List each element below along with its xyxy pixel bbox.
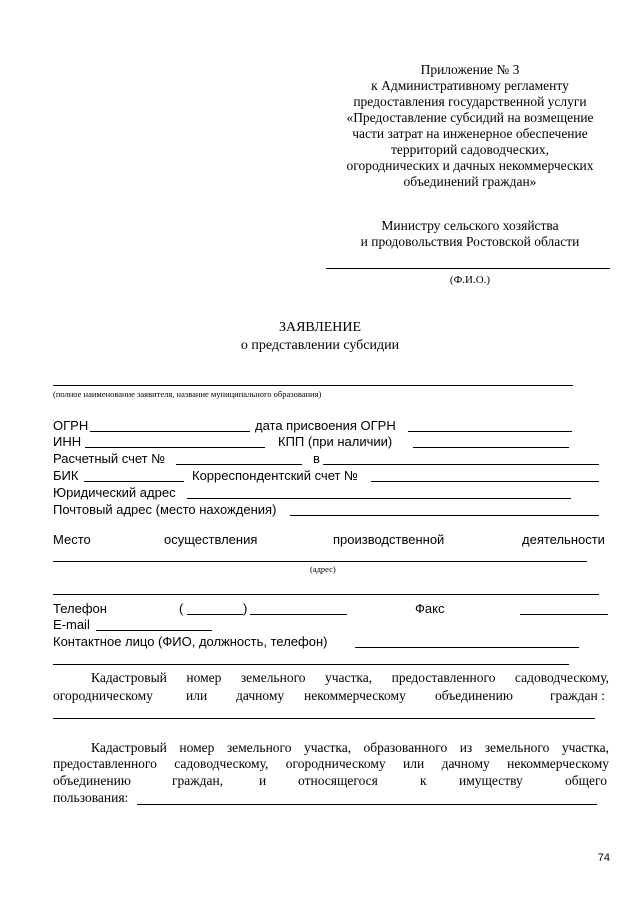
header-line: к Административному регламенту — [371, 78, 569, 93]
cadastral-2-word: граждан, — [172, 773, 224, 788]
bank-label: в — [313, 451, 320, 466]
header-line: части затрат на инженерное обеспечение — [352, 126, 588, 141]
address-caption: (адрес) — [310, 564, 336, 574]
phone-open-paren: ( — [179, 601, 184, 616]
document-subtitle: о представлении субсидии — [240, 338, 400, 353]
account-field[interactable] — [176, 464, 302, 465]
email-field[interactable] — [96, 630, 212, 631]
cadastral-2-word: общего — [565, 773, 607, 788]
activity-word: осуществления — [164, 532, 258, 547]
cadastral-2-word: и — [259, 773, 267, 788]
header-line: предоставления государственной услуги — [353, 94, 587, 109]
activity-word: Место — [53, 532, 91, 547]
fax-field[interactable] — [520, 614, 608, 615]
cadastral-2-word: объединению — [53, 773, 131, 788]
addressee-line: и продовольствия Ростовской области — [360, 234, 580, 249]
legal-address-label: Юридический адрес — [53, 485, 176, 500]
header-line: «Предоставление субсидий на возмещение — [346, 110, 594, 125]
cadastral-1-line: Кадастровый номер земельного участка, предоставленного садоводческому, — [91, 670, 609, 685]
cadastral-2-word: пользования: — [53, 790, 129, 805]
contact-field-2[interactable] — [53, 664, 569, 665]
ogrn-date-label: дата присвоения ОГРН — [255, 418, 396, 433]
document-title: ЗАЯВЛЕНИЕ — [278, 320, 362, 335]
cadastral-1-word: дачному — [236, 688, 285, 703]
inn-label: ИНН — [53, 434, 82, 449]
contact-label: Контактное лицо (ФИО, должность, телефон) — [53, 634, 328, 649]
activity-address-field-2[interactable] — [53, 594, 599, 595]
fio-caption: (Ф.И.О.) — [449, 274, 491, 286]
email-label: E-mail — [53, 617, 90, 632]
applicant-caption: (полное наименование заявителя, название муниципального образования) — [53, 389, 322, 399]
bik-label: БИК — [53, 468, 79, 483]
legal-address-field[interactable] — [187, 498, 571, 499]
fio-line — [326, 268, 610, 269]
cadastral-1-word: граждан : — [550, 688, 605, 703]
phone-number-field[interactable] — [250, 614, 347, 615]
applicant-name-line — [53, 385, 573, 386]
cadastral-2-field[interactable] — [137, 804, 597, 805]
cadastral-2-word: к — [420, 773, 427, 788]
activity-word: деятельности — [522, 532, 605, 547]
corr-account-field[interactable] — [371, 481, 599, 482]
phone-close-paren: ) — [243, 601, 248, 616]
header-line: территорий садоводческих, — [391, 142, 549, 157]
ogrn-date-field[interactable] — [408, 431, 572, 432]
activity-word: производственной — [333, 532, 445, 547]
phone-code-field[interactable] — [187, 614, 243, 615]
cadastral-1-word: некоммерческому — [304, 688, 406, 703]
cadastral-2-word: имуществу — [459, 773, 523, 788]
header-line: огороднических и дачных некоммерческих — [346, 158, 594, 173]
bik-field[interactable] — [84, 481, 184, 482]
account-label: Расчетный счет № — [53, 451, 166, 466]
ogrn-label: ОГРН — [53, 418, 89, 433]
kpp-label: КПП (при наличии) — [278, 434, 393, 449]
ogrn-field[interactable] — [90, 431, 250, 432]
addressee-line: Министру сельского хозяйства — [381, 218, 559, 233]
inn-field[interactable] — [85, 447, 265, 448]
bank-field[interactable] — [323, 464, 599, 465]
cadastral-1-word: огородническому — [53, 688, 153, 703]
cadastral-2-line: предоставленного садоводческому, огородническому или дачному некоммерческому — [53, 756, 609, 771]
cadastral-1-word: или — [186, 688, 208, 703]
fax-label: Факс — [415, 601, 445, 616]
page-number: 74 — [597, 852, 610, 864]
corr-account-label: Корреспондентский счет № — [192, 468, 359, 483]
header-line: объединений граждан» — [403, 174, 537, 189]
postal-address-label: Почтовый адрес (место нахождения) — [53, 502, 277, 517]
cadastral-2-word: относящегося — [298, 773, 378, 788]
cadastral-2-line: Кадастровый номер земельного участка, образованного из земельного участка, — [91, 740, 609, 755]
contact-field[interactable] — [355, 647, 579, 648]
kpp-field[interactable] — [413, 447, 569, 448]
cadastral-1-word: объединению — [435, 688, 513, 703]
phone-label: Телефон — [53, 601, 107, 616]
header-line: Приложение № 3 — [420, 62, 520, 77]
cadastral-1-field[interactable] — [53, 718, 595, 719]
postal-address-field[interactable] — [290, 515, 599, 516]
activity-address-field[interactable] — [53, 561, 587, 562]
